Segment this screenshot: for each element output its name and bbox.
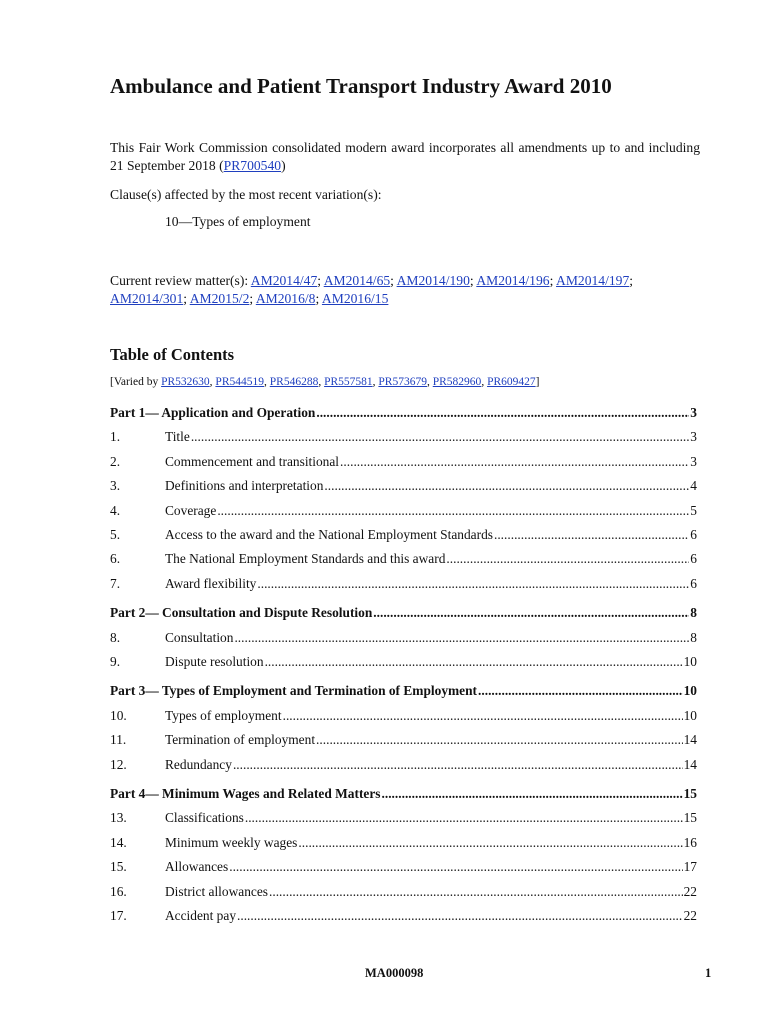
toc-entry-label: Allowances — [165, 859, 229, 875]
toc-leader-dots — [298, 835, 682, 851]
toc-entry-label: Types of employment — [165, 707, 282, 723]
toc-leader-dots — [382, 786, 683, 802]
toc-leader-dots — [494, 527, 689, 543]
toc-entry-number: 4. — [110, 502, 121, 518]
toc-entry-label: Classifications — [165, 810, 244, 826]
toc-entry-label: Commencement and transitional — [165, 453, 340, 469]
separator: ; — [469, 273, 477, 288]
separator: , — [426, 376, 433, 388]
separator: ; — [317, 273, 324, 288]
toc-entry-label: Definitions and interpretation — [165, 478, 324, 494]
toc-entry-number: 14. — [110, 834, 127, 850]
toc-entry-number: 7. — [110, 575, 121, 591]
toc-entry-page: 10 — [683, 707, 697, 723]
toc-entry[interactable] — [110, 503, 697, 521]
toc-entry[interactable] — [110, 859, 697, 877]
toc-leader-dots — [316, 732, 683, 748]
toc-entry-label: Part 2— Consultation and Dispute Resolution — [110, 605, 373, 621]
pr700540-link[interactable]: PR700540 — [223, 158, 282, 173]
toc-entry-page: 5 — [690, 502, 697, 518]
toc-entry[interactable] — [110, 478, 697, 496]
review-matter-link[interactable]: AM2014/65 — [323, 273, 391, 288]
review-matter-link[interactable]: AM2014/47 — [250, 273, 318, 288]
toc-entry-page: 16 — [683, 834, 697, 850]
toc-entry-label: Coverage — [165, 502, 217, 518]
toc-part-entry[interactable] — [110, 605, 697, 623]
toc-entry-page: 10 — [683, 683, 697, 699]
toc-entry[interactable] — [110, 708, 697, 726]
varied-prefix: [Varied by — [110, 376, 162, 388]
document-title: Ambulance and Patient Transport Industry Award 2010 — [110, 74, 612, 98]
review-matter-link[interactable]: AM2014/196 — [476, 273, 550, 288]
variation-link[interactable]: PR573679 — [378, 376, 427, 388]
toc-entry[interactable] — [110, 654, 697, 672]
varied-by-line — [110, 376, 539, 388]
toc-leader-dots — [340, 454, 689, 470]
toc-entry-number: 17. — [110, 908, 127, 923]
toc-entry-number: 2. — [110, 453, 121, 469]
variation-link[interactable]: PR546288 — [269, 376, 319, 388]
toc-leader-dots — [265, 654, 683, 670]
toc-entry-page: 4 — [690, 478, 697, 494]
toc-leader-dots — [283, 708, 683, 724]
toc-entry-label: Accident pay — [165, 908, 237, 923]
variation-link[interactable]: PR557581 — [324, 376, 373, 388]
toc-entry-number: 16. — [110, 883, 127, 899]
toc-entry-label: The National Employment Standards and this award — [165, 551, 446, 567]
toc-part-entry[interactable] — [110, 405, 697, 423]
review-label: Current review matter(s): — [110, 273, 251, 288]
toc-entry-page: 3 — [690, 429, 697, 445]
toc-entry[interactable] — [110, 527, 697, 545]
toc-entry-label: District allowances — [165, 883, 268, 899]
review-matter-link[interactable]: AM2016/8 — [255, 291, 316, 306]
separator: , — [209, 376, 216, 388]
toc-entry-page: 15 — [683, 810, 697, 826]
variation-link[interactable]: PR609427 — [487, 376, 536, 388]
toc-entry-number: 9. — [110, 654, 121, 669]
toc-leader-dots — [217, 503, 689, 519]
toc-leader-dots — [234, 630, 689, 646]
toc-leader-dots — [446, 551, 689, 567]
toc-entry-page: 14 — [683, 732, 697, 748]
toc-entry-page: 6 — [690, 575, 697, 591]
variation-link[interactable]: PR544519 — [215, 376, 264, 388]
toc-entry-number: 11. — [110, 732, 127, 748]
toc-leader-dots — [245, 810, 683, 826]
separator: ; — [315, 291, 322, 306]
toc-entry-page: 22 — [683, 908, 697, 923]
varied-suffix: ] — [535, 376, 540, 388]
toc-entry-label: Part 3— Types of Employment and Termination of Employment — [110, 683, 478, 699]
toc-entry[interactable] — [110, 576, 697, 594]
toc-leader-dots — [269, 884, 683, 900]
toc-entry-page: 8 — [690, 629, 697, 645]
toc-entry-label: Award flexibility — [165, 575, 257, 591]
toc-entry-page: 6 — [690, 527, 697, 542]
toc-entry[interactable] — [110, 908, 697, 926]
separator: ; — [183, 291, 190, 306]
separator: ; — [249, 291, 256, 306]
toc-entry[interactable] — [110, 551, 697, 569]
toc-entry-page: 3 — [690, 405, 697, 420]
toc-entry-page: 6 — [690, 551, 697, 567]
clauses-affected-heading: Clause(s) affected by the most recent variation(s): — [110, 187, 382, 202]
toc-leader-dots — [237, 908, 683, 924]
consolidation-text: This Fair Work Commission consolidated modern award incorporates all amendments up to and including 21 September 2018 ( — [110, 140, 700, 173]
separator: ; — [629, 273, 634, 288]
toc-entry-number: 8. — [110, 629, 121, 645]
toc-entry[interactable] — [110, 429, 697, 447]
toc-entry-page: 3 — [690, 453, 697, 469]
toc-entry-label: Part 1— Application and Operation — [110, 405, 316, 420]
award-code: MA000098 — [365, 966, 424, 980]
toc-entry-number: 10. — [110, 707, 127, 723]
toc-entry-label: Access to the award and the National Employment Standards — [165, 527, 493, 542]
toc-part-entry[interactable] — [110, 683, 697, 701]
review-matter-link[interactable]: AM2016/15 — [321, 291, 389, 306]
toc-leader-dots — [257, 576, 689, 592]
toc-entry-label: Termination of employment — [165, 732, 316, 748]
toc-entry[interactable] — [110, 732, 697, 750]
toc-entry-label: Minimum weekly wages — [165, 834, 298, 850]
toc-title: Table of Contents — [110, 345, 235, 364]
toc-entry-label: Part 4— Minimum Wages and Related Matters — [110, 786, 381, 801]
consolidation-note — [110, 139, 700, 175]
separator: ; — [390, 273, 397, 288]
review-matter-link[interactable]: AM2014/197 — [556, 273, 630, 288]
toc-entry-number: 12. — [110, 756, 127, 772]
toc-part-entry[interactable] — [110, 786, 697, 804]
toc-leader-dots — [373, 605, 689, 621]
consolidation-close: ) — [281, 158, 286, 173]
toc-entry-number: 15. — [110, 859, 127, 875]
toc-entry-page: 10 — [683, 654, 697, 669]
toc-entry[interactable] — [110, 757, 697, 775]
review-matter-link[interactable]: AM2014/190 — [396, 273, 470, 288]
toc-entry-label: Title — [165, 429, 190, 445]
toc-entry-page: 17 — [683, 859, 697, 875]
review-matter-link[interactable]: AM2015/2 — [189, 291, 250, 306]
toc-entry-page: 8 — [690, 605, 697, 621]
toc-entry-page: 22 — [683, 883, 697, 899]
toc-leader-dots — [191, 429, 689, 445]
toc-leader-dots — [316, 405, 689, 421]
toc-entry-number: 13. — [110, 810, 127, 826]
review-matter-link[interactable]: AM2014/301 — [110, 291, 184, 306]
variation-link[interactable]: PR532630 — [161, 376, 210, 388]
toc-entry-page: 15 — [683, 786, 697, 801]
separator: , — [481, 376, 488, 388]
toc-leader-dots — [324, 478, 689, 494]
separator: , — [372, 376, 379, 388]
toc-entry-number: 3. — [110, 478, 121, 494]
page-number: 1 — [705, 966, 712, 980]
toc-entry-label: Dispute resolution — [165, 654, 264, 669]
toc-entry-number: 1. — [110, 429, 121, 445]
toc-entry[interactable] — [110, 884, 697, 902]
separator: , — [318, 376, 325, 388]
toc-entry[interactable] — [110, 810, 697, 828]
toc-leader-dots — [478, 683, 683, 699]
separator: , — [264, 376, 270, 388]
separator: ; — [549, 273, 557, 288]
toc-entry[interactable] — [110, 454, 697, 472]
toc-entry[interactable] — [110, 630, 697, 648]
toc-entry-number: 5. — [110, 527, 121, 542]
toc-entry-page: 14 — [683, 756, 697, 772]
toc-entry-number: 6. — [110, 551, 121, 567]
variation-link[interactable]: PR582960 — [432, 376, 482, 388]
clause-affected-item: 10—Types of employment — [165, 214, 311, 229]
toc-entry[interactable] — [110, 835, 697, 853]
toc-entry-label: Redundancy — [165, 756, 232, 772]
toc-entry-label: Consultation — [165, 629, 234, 645]
toc-leader-dots — [233, 757, 683, 773]
toc-leader-dots — [229, 859, 682, 875]
current-review-matters — [110, 272, 700, 308]
